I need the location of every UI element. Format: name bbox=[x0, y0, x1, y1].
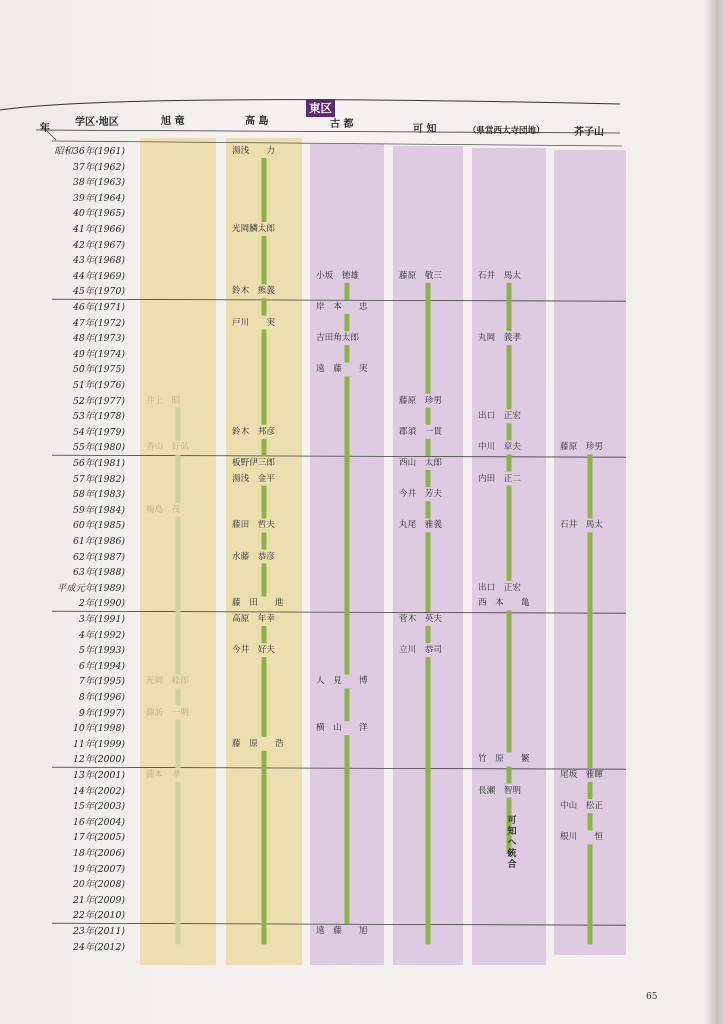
year-label: 43年(1968) bbox=[72, 255, 125, 267]
tenure-bar bbox=[345, 735, 350, 924]
tenure-bar bbox=[426, 470, 431, 487]
chair-name: 光岡鱗太郎 bbox=[232, 224, 275, 234]
tenure-bar bbox=[262, 158, 267, 222]
page-number: 65 bbox=[646, 992, 658, 1002]
tenure-bar bbox=[426, 283, 431, 394]
chair-name: 中川 章夫 bbox=[478, 442, 521, 453]
tenure-bar bbox=[262, 236, 267, 284]
tenure-bar bbox=[426, 439, 431, 456]
chair-name: 菅木 英夫 bbox=[399, 614, 442, 624]
year-label: 15年(2003) bbox=[72, 801, 125, 813]
chair-name: 長瀬 智明 bbox=[478, 785, 521, 796]
year-label: 16年(2004) bbox=[72, 816, 125, 828]
year-label: 52年(1977) bbox=[72, 395, 125, 407]
year-label: 56年(1981) bbox=[72, 458, 125, 469]
year-label: 9年(1997) bbox=[78, 707, 125, 719]
chair-name: 梅島 茂 bbox=[146, 504, 181, 515]
tenure-bar bbox=[426, 501, 431, 518]
chair-name: 藤 田 進 bbox=[232, 598, 284, 609]
year-label: 44年(1969) bbox=[72, 270, 125, 282]
chair-name: 光岡 稔郎 bbox=[146, 676, 189, 687]
tenure-bar bbox=[176, 517, 181, 675]
chair-name: 板野伊三郎 bbox=[232, 458, 275, 468]
tenure-bar bbox=[176, 782, 181, 944]
chair-name: 小坂 徳雄 bbox=[316, 270, 359, 281]
year-label: 57年(1982) bbox=[72, 473, 125, 485]
year-label: 47年(1972) bbox=[72, 317, 125, 329]
year-label: 17年(2005) bbox=[72, 832, 125, 844]
year-label: 昭和36年(1961) bbox=[54, 146, 125, 157]
year-label: 6年(1994) bbox=[78, 660, 125, 672]
chair-name: 諏訪 一明 bbox=[146, 707, 189, 718]
year-label: 平成元年(1989) bbox=[56, 582, 125, 594]
chair-name: 遠 藤 実 bbox=[316, 364, 368, 375]
column-header-asahiryu: 旭 竜 bbox=[161, 116, 185, 127]
tenure-bar bbox=[426, 626, 431, 643]
chair-name: 竹 原 繁 bbox=[478, 754, 530, 765]
tenure-bar bbox=[507, 766, 512, 783]
year-label: 63年(1988) bbox=[72, 567, 125, 579]
tenure-bar bbox=[588, 454, 593, 518]
tenure-bar bbox=[262, 751, 267, 944]
tenure-bar bbox=[345, 345, 350, 362]
year-label: 8年(1996) bbox=[78, 692, 125, 703]
tenure-bar bbox=[262, 330, 267, 425]
tenure-bar bbox=[262, 439, 267, 456]
tenure-bar bbox=[426, 408, 431, 425]
tenure-bar bbox=[262, 564, 267, 597]
year-label: 42年(1967) bbox=[72, 239, 125, 251]
chair-name: 人 見 博 bbox=[316, 676, 368, 687]
year-label: 53年(1978) bbox=[72, 411, 125, 423]
year-label: 41年(1966) bbox=[72, 224, 125, 235]
chair-name: 根川 恒 bbox=[560, 832, 603, 843]
tenure-bar bbox=[507, 345, 512, 409]
chair-name: 井上 昭 bbox=[146, 395, 181, 406]
chair-name: 高原 年幸 bbox=[232, 614, 275, 624]
chair-name: 岸 本 忠 bbox=[316, 302, 368, 312]
tenure-bar bbox=[176, 688, 181, 705]
tenure-bar bbox=[262, 532, 267, 549]
chair-name: 尾坂 雅暉 bbox=[560, 770, 603, 780]
chair-name: 瀧本 孝 bbox=[146, 770, 181, 780]
column-header-takashima: 高 島 bbox=[245, 116, 269, 127]
year-label: 3年(1991) bbox=[78, 614, 125, 625]
book-spine-shadow bbox=[705, 0, 725, 1024]
chair-name: 立川 恭司 bbox=[399, 645, 442, 656]
tenure-bar bbox=[345, 688, 350, 721]
chair-name: 藤原 珍男 bbox=[560, 442, 603, 453]
chair-name: 横 山 洋 bbox=[316, 723, 368, 734]
tenure-bar bbox=[426, 657, 431, 944]
chair-name: 鈴木 熊義 bbox=[232, 286, 275, 297]
tenure-bar bbox=[507, 283, 512, 331]
tenure-bar bbox=[588, 532, 593, 768]
tenure-bar bbox=[507, 610, 512, 752]
year-label: 2年(1990) bbox=[78, 598, 125, 610]
chair-name: 中山 松正 bbox=[560, 801, 603, 812]
chair-name: 香山 好弘 bbox=[146, 442, 189, 453]
year-label: 11年(1999) bbox=[72, 738, 125, 750]
tenure-bar bbox=[262, 298, 267, 315]
tenure-bar bbox=[176, 408, 181, 441]
year-label: 60年(1985) bbox=[72, 520, 125, 532]
chair-name: 水藤 恭彦 bbox=[232, 551, 275, 562]
year-label: 51年(1976) bbox=[72, 380, 125, 391]
year-label: 7年(1995) bbox=[78, 676, 125, 688]
year-label: 55年(1980) bbox=[72, 442, 125, 454]
chair-name: 吉田角太郎 bbox=[316, 333, 359, 344]
chair-name: 今井 芳夫 bbox=[399, 489, 442, 500]
chair-name: 藤田 哲夫 bbox=[232, 520, 275, 531]
year-label: 10年(1998) bbox=[72, 723, 125, 735]
year-label: 49年(1974) bbox=[72, 348, 125, 360]
year-label: 40年(1965) bbox=[72, 208, 125, 220]
year-label: 13年(2001) bbox=[72, 770, 125, 781]
chair-name: 石井 馬太 bbox=[478, 270, 521, 281]
year-label: 21年(2009) bbox=[72, 894, 125, 906]
tenure-bar bbox=[588, 782, 593, 799]
year-label: 46年(1971) bbox=[72, 302, 125, 313]
tenure-bar bbox=[345, 283, 350, 300]
year-label: 61年(1986) bbox=[72, 536, 125, 547]
year-label: 58年(1983) bbox=[72, 489, 125, 501]
year-label: 48年(1973) bbox=[72, 333, 125, 345]
tenure-bar bbox=[345, 314, 350, 331]
tenure-bar bbox=[176, 454, 181, 502]
column-header-furuto: 古 都 bbox=[330, 119, 354, 130]
column-header-saidaiji-danchi: （県営西大寺団地） bbox=[468, 126, 545, 136]
column-header-keshigoyama: 芥子山 bbox=[574, 127, 604, 138]
year-label: 62年(1987) bbox=[72, 551, 125, 563]
year-label: 20年(2008) bbox=[72, 879, 125, 891]
year-label: 23年(2011) bbox=[72, 926, 125, 937]
tenure-bar bbox=[176, 720, 181, 768]
tenure-bar bbox=[262, 626, 267, 643]
year-label: 12年(2000) bbox=[72, 754, 125, 766]
year-label: 4年(1992) bbox=[78, 629, 125, 641]
chair-name: 藤原 珍男 bbox=[399, 395, 442, 406]
year-label: 38年(1963) bbox=[72, 177, 125, 189]
year-label: 24年(2012) bbox=[72, 941, 125, 953]
year-label: 50年(1975) bbox=[72, 364, 125, 376]
year-label: 22年(2010) bbox=[72, 910, 125, 922]
column-header-kachi: 可 知 bbox=[413, 124, 437, 135]
year-label: 45年(1970) bbox=[72, 286, 125, 298]
chair-name: 郡須 一貫 bbox=[399, 426, 442, 437]
tenure-bar bbox=[426, 532, 431, 612]
chair-name: 今井 好夫 bbox=[232, 645, 275, 656]
chair-name: 湯浅 金平 bbox=[232, 473, 275, 484]
merge-note: 可知へ統合 bbox=[507, 816, 517, 870]
year-corner-label: 年 bbox=[40, 123, 50, 134]
chair-name: 鈴木 邦彦 bbox=[232, 426, 275, 437]
chair-name: 遠 藤 旭 bbox=[316, 926, 368, 936]
chair-name: 西山 太郎 bbox=[399, 458, 442, 468]
year-label: 54年(1979) bbox=[72, 426, 125, 438]
tenure-bar bbox=[507, 454, 512, 471]
chair-name: 丸岡 義孝 bbox=[478, 333, 521, 344]
year-label: 19年(2007) bbox=[72, 863, 125, 875]
year-label: 39年(1964) bbox=[72, 192, 125, 204]
chair-name: 出口 正宏 bbox=[478, 582, 521, 593]
year-label: 18年(2006) bbox=[72, 848, 125, 859]
chair-name: 藤 原 浩 bbox=[232, 738, 284, 749]
chair-name: 出口 正宏 bbox=[478, 411, 521, 422]
year-label: 5年(1993) bbox=[78, 645, 125, 657]
chair-name: 湯浅 力 bbox=[232, 146, 275, 156]
area-corner-label: 学区·地区 bbox=[75, 117, 119, 128]
year-label: 59年(1984) bbox=[72, 504, 125, 516]
tenure-bar bbox=[507, 423, 512, 440]
chair-name: 内田 正二 bbox=[478, 473, 521, 484]
year-label: 14年(2002) bbox=[72, 785, 125, 797]
tenure-bar bbox=[507, 486, 512, 581]
chair-name: 藤原 敬三 bbox=[399, 270, 442, 281]
tenure-bar bbox=[345, 376, 350, 674]
chair-name: 丸尾 雅義 bbox=[399, 520, 442, 531]
tenure-bar bbox=[262, 486, 267, 519]
district-badge: 東区 bbox=[306, 99, 335, 117]
tenure-bar bbox=[262, 657, 267, 737]
year-label: 37年(1962) bbox=[72, 161, 125, 173]
chair-name: 戸川 実 bbox=[232, 317, 275, 328]
tenure-bar bbox=[588, 844, 593, 944]
chair-name: 西 本 亀 bbox=[478, 598, 530, 609]
tenure-bar bbox=[588, 813, 593, 830]
chair-name: 石井 馬太 bbox=[560, 520, 603, 531]
